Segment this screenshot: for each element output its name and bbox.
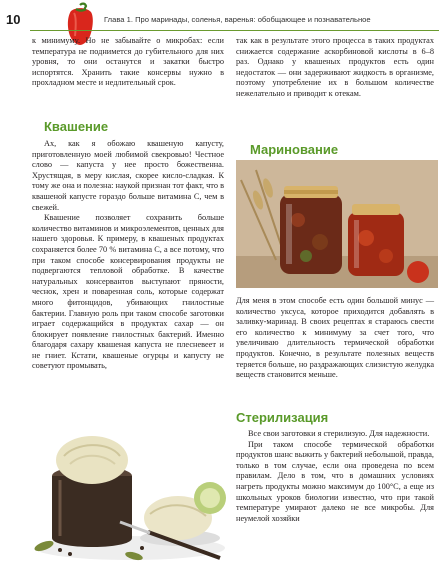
marinovanie-text [236, 296, 434, 381]
right-top-text [236, 36, 434, 100]
kvashenie-paragraph-1: Ах, как я обожаю квашеную капусту, приготовленную моей любимой свекровью! Честное слово — капуста у нее просто божественна. Хрустящая, в меру кислая, скорее кисло-сладкая. К тому же она и полезна: наукой признан тот факт, что в квашеной капусте гораздо больше витамина С, чем в свежей. [32, 139, 224, 212]
sterilizatsiya-paragraph-2: При таком способе термической обработки продуктов шанс выжить у бактерий небольшой, правда, только в том случае, если она проведена по всем правилам. Дело в том, что в домашних условиях нагреть продукты можно максимум до 100°С, а еще из школьных уроков биологии известно, что при такой температуре умирают далеко не все микробы. Для неумелой хозяйки [236, 439, 434, 523]
page-header [0, 0, 445, 36]
heading-sterilizatsiya: Стерилизация [236, 410, 329, 425]
chapter-title: Глава 1. Про маринады, соленья, варенья: обобщающее и познавательное [104, 15, 371, 24]
kvashenie-paragraph-2: Квашение позволяет сохранить больше количество витаминов и микроэлементов, ценных для нашего здоровья. К примеру, в квашеных продуктах сохраняется более 70 % витамина С, а все потому, что при таком способе консервирования продукты не подвергаются тепловой обработке. В качестве натуральных консервантов выступают пряности, чеснок, хрен и поваренная соль, которые содержат много фитонцидов, убивающих гнилостные бактерии. Главную роль при таком способе заготовки играет содержащийся в продуктах сахар — он блокирует появление гнилостных бактерий. Именно благодаря сахару квашеная капуста не плесневеет и не гниет. Кстати, квашеные огурцы и капусту не советуют промывать, [32, 213, 224, 371]
sauerkraut-photo [30, 398, 230, 566]
heading-marinovanie: Маринование [250, 142, 339, 157]
right-top-paragraph: так как в результате этого процесса в таких продуктах снижается содержание аскорбиновой кислоты в 6–8 раз. Однако у квашеных продуктов есть один недостаток — они задерживают жидкость в организме, поэтому употребление их в большом количестве нежелательно и приводит к отекам. [236, 36, 434, 98]
kvashenie-text [32, 139, 224, 372]
header-rule [30, 30, 439, 31]
page-number: 10 [6, 12, 21, 27]
sterilizatsiya-paragraph-1: Все свои заготовки я стерилизую. Для надежности. [248, 429, 430, 438]
marinovanie-paragraph: Для меня в этом способе есть один большой минус — количество уксуса, которое приходится добавлять в заливку-маринад. В своих рецептах я стараюсь свести его количество к минимуму за счет того, что увеличиваю длительность термической обработки продуктов. Конечно, в результате полезных веществ теряется больше, но раздражающих слизистую желудка веществ становится меньше. [236, 296, 434, 380]
marinade-jars-photo [236, 160, 438, 288]
sterilizatsiya-text [236, 429, 434, 524]
left-intro-paragraph: к минимуму. Но не забывайте о микробах: если температура не поднимется до губительного для них уровня, то они останутся и закатки быстро испортятся. Хранить такие консервы нужно в прохладном месте и недлительный срок. [32, 36, 224, 88]
heading-kvashenie: Квашение [44, 119, 109, 134]
left-intro-text [32, 36, 224, 89]
